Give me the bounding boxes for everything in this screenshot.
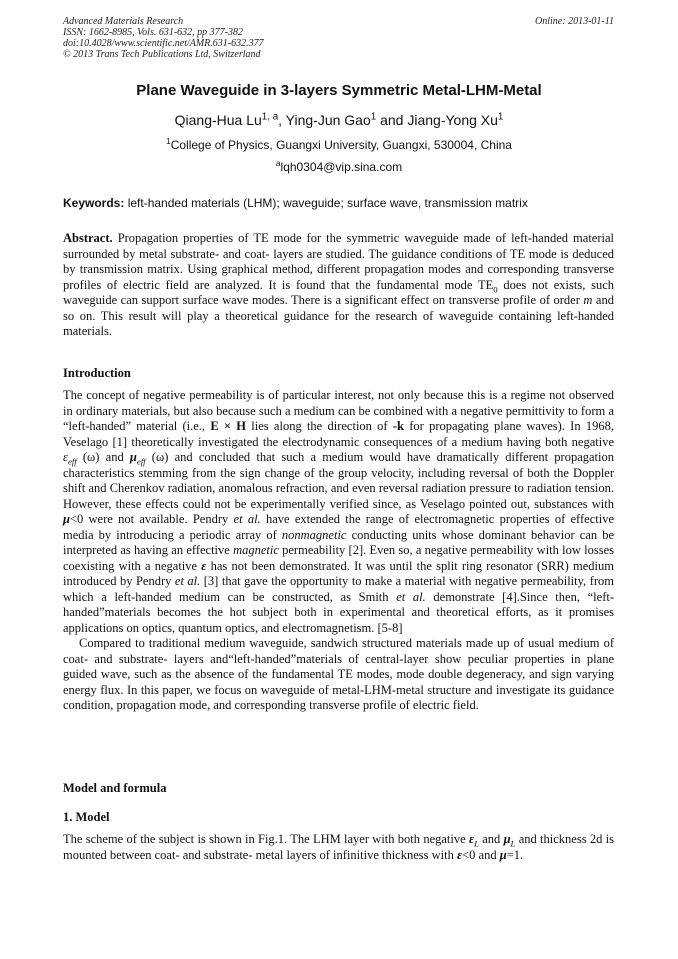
abstract-text-1: Propagation properties of TE mode for the symmetric waveguide made of left-handed material surrounded by metal substrate- and coat- layers are studied. The guidance conditions of TE mode is deduced by transmission matrix. Using graphical method, different propagation modes and corresponding transverse profiles of electric field are analyzed. It is found that the fundamental mode TE (63, 231, 614, 292)
intro-paragraph-2: Compared to traditional medium waveguide, sandwich structured materials made up of usual medium of coat- and substrate- layers and“left-handed”materials of central-layer show peculiar properties in plane guided wave, such as the absence of the fundamental TE modes, mode double degeneracy, and sign varying energy flux. In this paper, we focus on waveguide of metal-LHM-metal structure and investigate its guidance condition, propagation mode, and corresponding transverse profile of electric field. (63, 636, 614, 712)
online-date: Online: 2013-01-11 (535, 16, 614, 27)
model-body (63, 832, 614, 863)
intro-mu: μ (63, 512, 70, 526)
author-2: , Ying-Jun Gao (278, 112, 371, 128)
email (0, 160, 678, 174)
keywords-text: left-handed materials (LHM); waveguide; surface wave, transmission matrix (124, 196, 528, 210)
model-mu: μ (499, 847, 507, 862)
intro-text: have extended the range of electromagnetic properties of effective media by introducing a periodic array of (63, 512, 614, 542)
author-list (0, 112, 678, 128)
intro-text: (ω) and concluded that such a medium would have dramatically different propagation characteristics stemming from the sign change of the group velocity, including reversal of both the Doppler shift and Cherenkov radiation, anomalous refraction, and even reversal radiation pressure to radiation tension. However, these effects could not be experimentally verified since, as Veselago pointed out, substances with (63, 450, 614, 511)
author-1-sup: 1, a (261, 111, 279, 123)
abstract (63, 231, 614, 340)
journal-name: Advanced Materials Research (63, 16, 184, 27)
abstract-sub-0: 0 (493, 284, 498, 294)
intro-text: The concept of negative permeability is of particular interest, not only because this is a regime not observed in ordinary materials, but also because such a medium can be combined with a negative permittivity to form a “left-handed” material (i.e., (63, 388, 614, 433)
intro-eff-sub: eff (67, 456, 77, 467)
intro-etal: et al. (174, 574, 201, 588)
intro-text: permeability [2]. Even so, a negative permeability with low losses coexisting with a negative (63, 543, 614, 573)
affiliation-sup: 1 (166, 136, 171, 146)
intro-paragraph-1 (63, 388, 614, 636)
keywords-label: Keywords: (63, 196, 125, 210)
model-eps-l: ε (468, 832, 475, 846)
intro-k: -k (392, 419, 404, 433)
doi-line: doi:10.4028/www.scientific.net/AMR.631-632.377 (63, 38, 264, 49)
model-eps: ε (456, 847, 463, 862)
email-text: lqh0304@vip.sina.com (280, 160, 403, 174)
model-l-sub: L (474, 838, 479, 849)
intro-magnetic: magnetic (233, 543, 279, 557)
intro-text: conducting units whose dominant behavior can be interpreted as having an effective (63, 527, 615, 557)
keywords (63, 196, 614, 210)
affiliation (0, 138, 678, 152)
copyright-line: © 2013 Trans Tech Publications Ltd, Switzerland (63, 49, 261, 60)
author-3-sup: 1 (497, 111, 504, 123)
section-heading-model: Model and formula (63, 781, 167, 795)
author-1: Qiang-Hua Lu (174, 112, 262, 128)
model-text: <0 and (462, 847, 500, 862)
model-text: and (478, 832, 504, 846)
section-heading-introduction: Introduction (63, 366, 131, 380)
intro-text: lies along the direction of (246, 419, 393, 433)
model-text: and thickness 2d is mounted between coat- and substrate- metal layers of infinitive thickness with (63, 832, 614, 862)
author-3: and Jiang-Yong Xu (376, 112, 498, 128)
intro-mu: μ (129, 450, 137, 464)
model-mu-l: μ (503, 832, 511, 846)
intro-text: demonstrate [4].Since then, “left-handed”materials becomes the hot subject both in experimental and theoretical efforts, as it promises applications on optics, quantum optics, and electromagnetism. [5-8] (63, 589, 614, 635)
subsection-heading-model: 1. Model (63, 810, 110, 824)
intro-text: <0 were not available. Pendry (69, 512, 234, 526)
intro-eps: ε (201, 558, 207, 573)
intro-exh: E × H (210, 419, 247, 433)
intro-text: for propagating plane waves). In 1968, Veselago [1] theoretically investigated the electrodynamic consequences of a medium having both negative (63, 419, 614, 449)
abstract-order-m: m (583, 293, 593, 307)
intro-eff-sub: eff (136, 456, 146, 467)
intro-text: has not been demonstrated. It was until the split ring resonator (SRR) medium introduced by Pendry (63, 558, 615, 588)
paper-title: Plane Waveguide in 3-layers Symmetric Metal-LHM-Metal (136, 82, 542, 99)
model-text: The scheme of the subject is shown in Fig.1. The LHM layer with both negative (63, 832, 469, 846)
intro-text: [3] that gave the opportunity to make a material with negative permeability, from which a left-handed medium can be constructed, as Smith (63, 574, 614, 604)
issn-line: ISSN: 1662-8985, Vols. 631-632, pp 377-382 (63, 27, 243, 38)
email-sup: a (275, 158, 281, 168)
intro-text: (ω) and (76, 450, 130, 464)
journal-meta (63, 16, 614, 60)
intro-eps: ε (63, 450, 68, 464)
abstract-text-3: and so on. This result will play a theoretical guidance for the research of waveguide containing left-handed materials. (63, 293, 614, 338)
abstract-label: Abstract. (63, 231, 113, 245)
affiliation-text: College of Physics, Guangxi University, Guangxi, 530004, China (170, 138, 512, 152)
abstract-text-2: does not exists, such waveguide can support surface wave modes. There is a significant effect on transverse profile of order (63, 277, 614, 307)
intro-etal: et al. (396, 589, 426, 604)
intro-nonmagnetic: nonmagnetic (281, 527, 347, 542)
model-l-sub: L (510, 838, 516, 849)
introduction-body (63, 388, 614, 714)
author-2-sup: 1 (370, 111, 377, 123)
intro-etal: et al. (233, 512, 261, 526)
model-text: =1. (506, 847, 524, 862)
